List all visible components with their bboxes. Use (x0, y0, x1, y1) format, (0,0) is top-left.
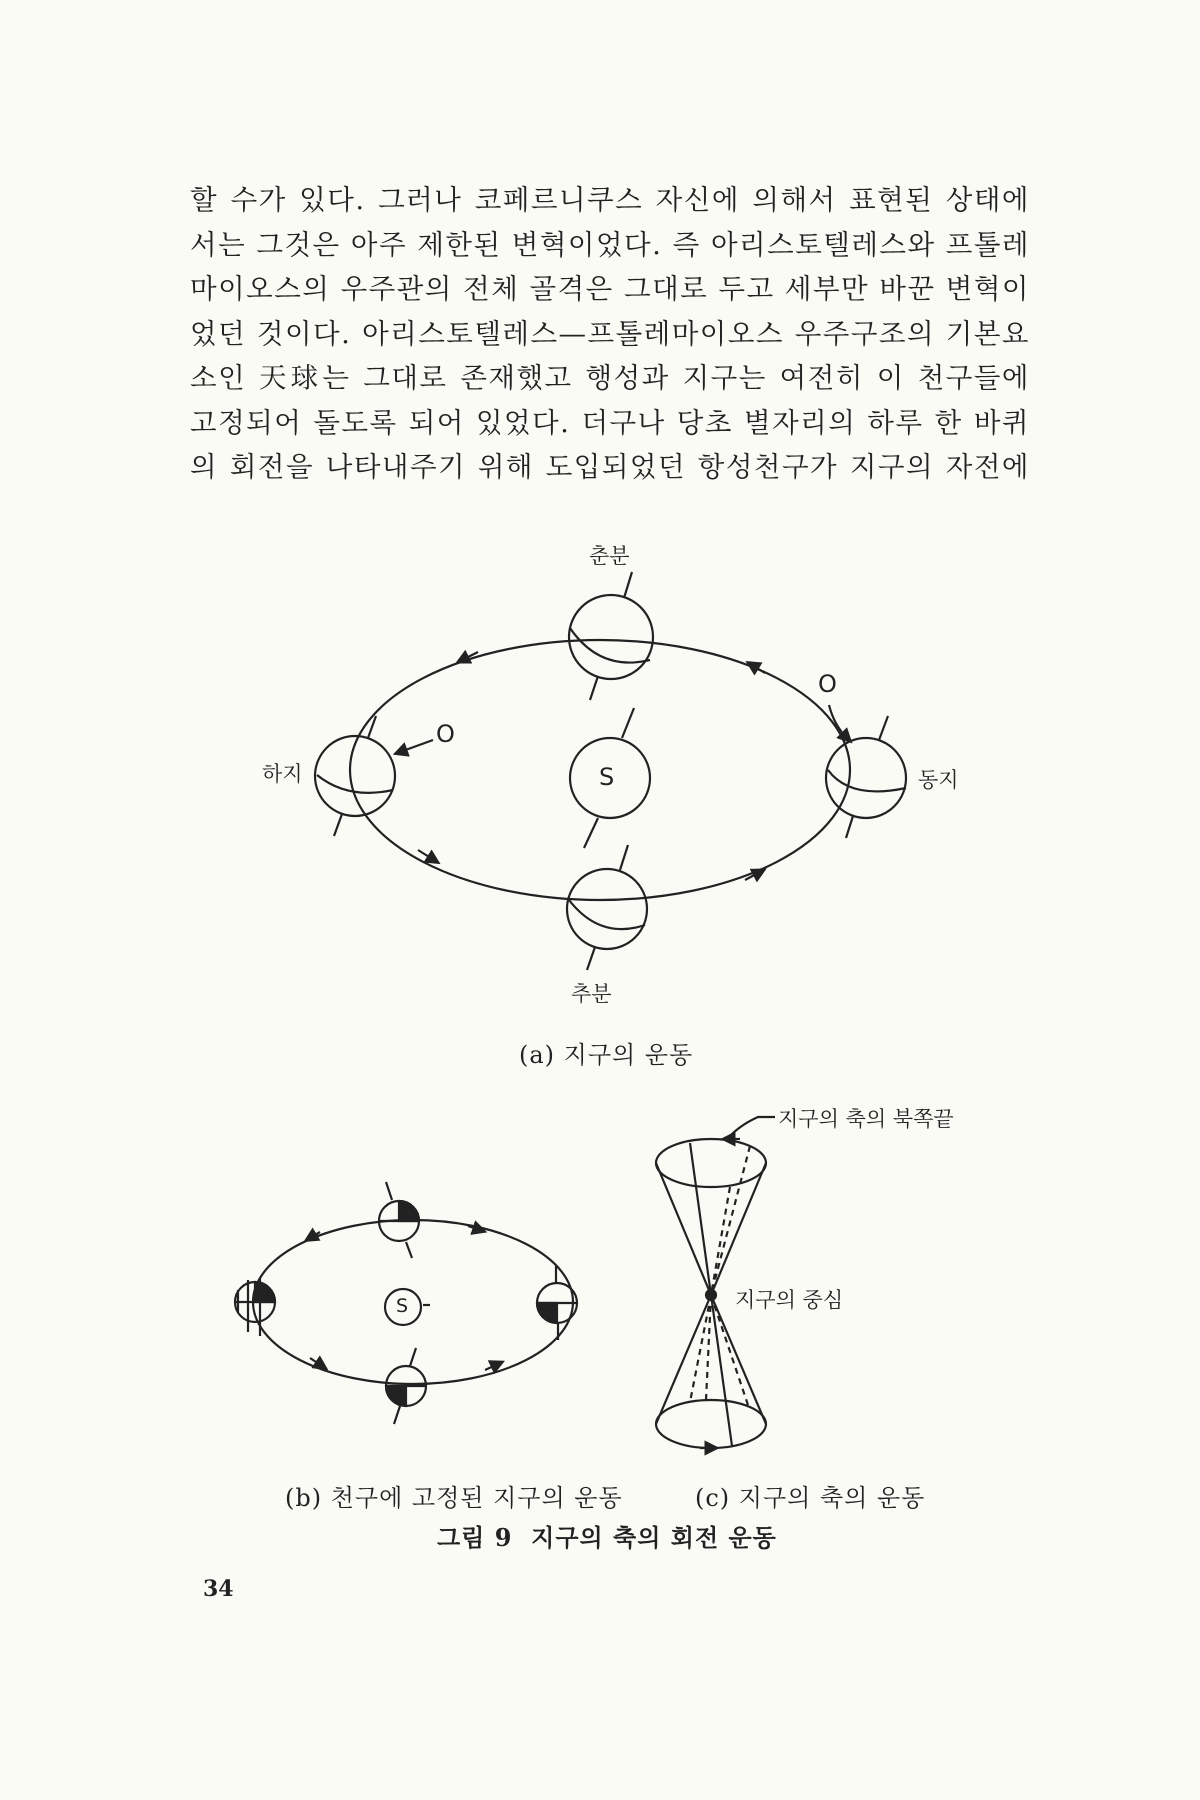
earth-b-right (537, 1266, 577, 1340)
text-line: 고정되어 돌도록 되어 있었다. 더구나 당초 별자리의 하루 한 바퀴 (190, 406, 1030, 439)
figure-c-diagram (656, 1117, 775, 1448)
figure-a-caption: (a) 지구의 운동 (519, 1041, 694, 1069)
label-autumn-equinox: 추분 (571, 982, 612, 1006)
orbit-arrow (752, 665, 765, 673)
text-line: 할 수가 있다. 그러나 코페르니쿠스 자신에 의해서 표현된 상태에 (190, 184, 1030, 216)
earth-b-top (379, 1182, 419, 1258)
sun-label-b: S (396, 1295, 409, 1317)
label-axis-north-end: 지구의 축의 북쪽끝 (778, 1107, 954, 1131)
orbit-arrow (418, 850, 434, 860)
label-winter-solstice: 동지 (918, 768, 959, 792)
text-line: 마이오스의 우주관의 전체 골격은 그대로 두고 세부만 바꾼 변혁이 (190, 273, 1030, 305)
figure-c-caption: (c) 지구의 축의 운동 (695, 1484, 926, 1512)
observer-arrow-left (400, 740, 433, 752)
earth-summer (315, 716, 395, 836)
figure-title: 그림 9 지구의 축의 회전 운동 (437, 1523, 777, 1552)
earth-autumn (567, 845, 647, 970)
page-number: 34 (203, 1576, 234, 1602)
label-summer-solstice: 하지 (262, 762, 303, 786)
text-line: 소인 天球는 그대로 존재했고 행성과 지구는 여전히 이 천구들에 (190, 362, 1030, 394)
observer-label-left: O (436, 720, 455, 748)
label-spring-equinox: 춘분 (589, 544, 630, 568)
observer-label-right: O (818, 670, 837, 698)
earth-spring (569, 572, 653, 700)
text-line: 었던 것이다. 아리스토텔레스—프톨레마이오스 우주구조의 기본요 (190, 317, 1030, 350)
earth-winter (826, 716, 906, 838)
text-line: 서는 그것은 아주 제한된 변혁이었다. 즉 아리스토텔레스와 프톨레 (190, 228, 1030, 261)
figure-b-caption: (b) 천구에 고정된 지구의 운동 (285, 1484, 623, 1512)
sun-label: S (599, 763, 615, 791)
earth-b-left (235, 1278, 275, 1336)
text-line: 의 회전을 나타내주기 위해 도입되었던 항성천구가 지구의 자전에 (190, 451, 1030, 483)
earth-b-bottom (386, 1348, 426, 1424)
label-earth-center: 지구의 중심 (735, 1288, 844, 1312)
